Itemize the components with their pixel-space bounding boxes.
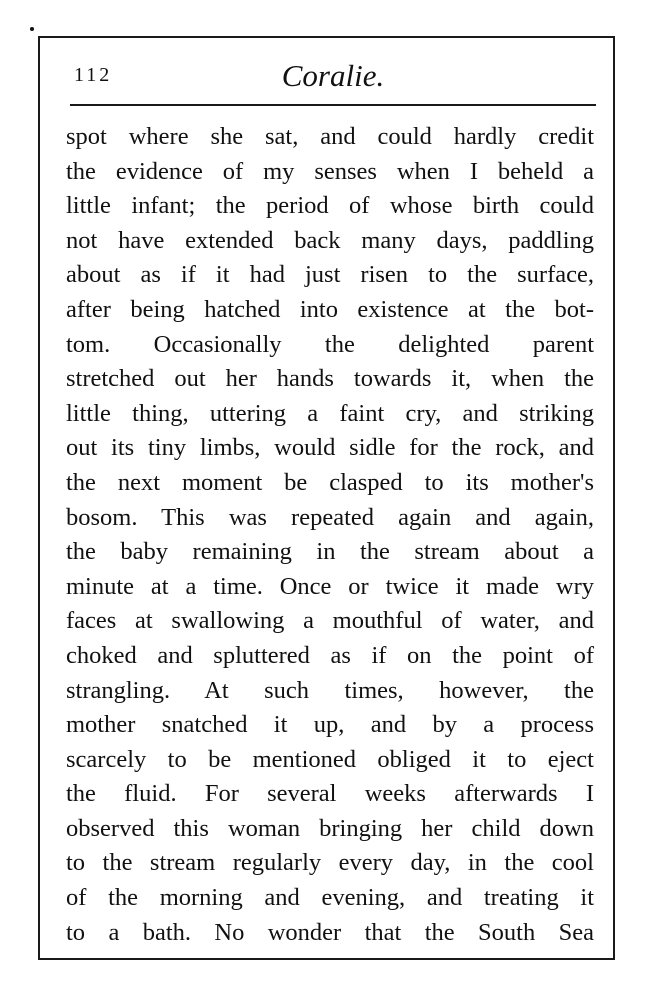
text-line: mother snatched it up, and by a process (66, 711, 594, 739)
text-line: bosom. This was repeated again and again, (66, 503, 594, 531)
text-line: scarcely to be mentioned obliged it to eject (66, 745, 594, 773)
text-line: tom. Occasionally the delighted parent (66, 330, 594, 358)
text-line: the evidence of my senses when I beheld a (66, 157, 594, 185)
text-line: spot where she sat, and could hardly credit (66, 123, 594, 150)
text-line: after being hatched into existence at the bot- (66, 295, 594, 323)
text-line: the next moment be clasped to its mother's (66, 468, 594, 496)
text-line: little infant; the period of whose birth could (66, 192, 594, 220)
text-line: to the stream regularly every day, in the cool (66, 849, 594, 877)
header-rule (70, 104, 596, 106)
running-title: Coralie. (281, 58, 385, 93)
text-line: about as if it had just risen to the surface, (66, 261, 594, 289)
page-number: 112 (74, 64, 113, 86)
text-line: to a bath. No wonder that the South Sea (66, 918, 594, 946)
text-line: stretched out her hands towards it, when the (66, 365, 594, 393)
ink-speck (30, 27, 34, 31)
text-line: observed this woman bringing her child down (66, 814, 594, 842)
text-line: strangling. At such times, however, the (66, 676, 594, 704)
text-line: not have extended back many days, paddling (66, 226, 594, 254)
body-text (66, 120, 594, 950)
text-line: faces at swallowing a mouthful of water, and (66, 607, 594, 635)
text-line: little thing, uttering a faint cry, and striking (66, 399, 594, 427)
text-line: the baby remaining in the stream about a (66, 538, 594, 566)
text-line: out its tiny limbs, would sidle for the rock, and (66, 434, 594, 462)
text-line: of the morning and evening, and treating it (66, 884, 594, 912)
text-line: the fluid. For several weeks afterwards I (66, 780, 594, 808)
page-header (70, 58, 596, 98)
text-line: choked and spluttered as if on the point of (66, 641, 594, 669)
text-line: minute at a time. Once or twice it made wry (66, 572, 594, 600)
